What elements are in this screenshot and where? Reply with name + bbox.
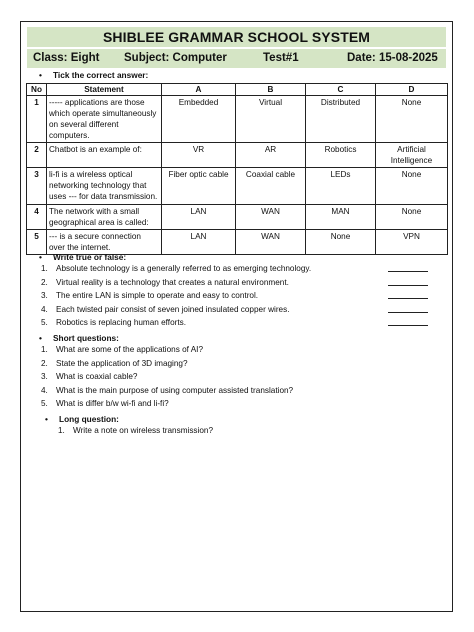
option-a[interactable]: VR <box>162 143 236 168</box>
table-row <box>27 143 448 168</box>
bullet-icon: • <box>39 70 42 80</box>
option-d[interactable]: Artificial Intelligence <box>376 143 448 168</box>
option-b[interactable]: AR <box>236 143 306 168</box>
option-b[interactable]: WAN <box>236 230 306 255</box>
table-row <box>27 96 448 143</box>
answer-blank[interactable] <box>388 312 428 313</box>
question-statement: ----- applications are those which operate simultaneously on several different computers. <box>47 96 162 143</box>
option-b[interactable]: WAN <box>236 205 306 230</box>
question-number: 3 <box>27 168 47 205</box>
list-item: 1. Absolute technology is a generally referred to as emerging technology. <box>41 262 446 276</box>
subject-label: Subject: Computer <box>124 52 227 64</box>
question-statement: The network with a small geographical area is called: <box>47 205 162 230</box>
list-item: 1. Write a note on wireless transmission? <box>58 426 214 435</box>
option-a[interactable]: LAN <box>162 230 236 255</box>
table-row <box>27 230 448 255</box>
option-c[interactable]: MAN <box>306 205 376 230</box>
option-c[interactable]: None <box>306 230 376 255</box>
answer-blank[interactable] <box>388 285 428 286</box>
list-item: 1. What are some of the applications of AI? <box>41 345 204 354</box>
date-label: Date: 15-08-2025 <box>347 52 438 64</box>
mcq-table <box>26 83 448 255</box>
list-item: 3. The entire LAN is simple to operate and easy to control. <box>41 289 446 303</box>
option-a[interactable]: Fiber optic cable <box>162 168 236 205</box>
column-header: No <box>27 84 47 96</box>
answer-blank[interactable] <box>388 271 428 272</box>
table-row <box>27 205 448 230</box>
option-d[interactable]: None <box>376 205 448 230</box>
column-header: Statement <box>47 84 162 96</box>
answer-blank[interactable] <box>388 298 428 299</box>
table-header-row <box>27 84 448 96</box>
option-a[interactable]: Embedded <box>162 96 236 143</box>
question-number: 4 <box>27 205 47 230</box>
list-item: 5. What is differ b/w wi-fi and li-fi? <box>41 399 169 409</box>
list-item: 5. Robotics is replacing human efforts. <box>41 316 446 330</box>
question-statement: Chatbot is an example of: <box>47 143 162 168</box>
class-label: Class: Eight <box>33 52 100 64</box>
question-statement: li-fi is a wireless optical networking technology that uses --- for data transmission. <box>47 168 162 205</box>
bullet-icon: • <box>39 252 42 262</box>
option-d[interactable]: VPN <box>376 230 448 255</box>
true-false-list <box>41 262 446 330</box>
answer-blank[interactable] <box>388 325 428 326</box>
info-bar <box>27 49 446 68</box>
option-b[interactable]: Coaxial cable <box>236 168 306 205</box>
mcq-heading: • Tick the correct answer: <box>39 70 149 80</box>
option-c[interactable]: LEDs <box>306 168 376 205</box>
question-number: 1 <box>27 96 47 143</box>
test-label: Test#1 <box>263 52 299 64</box>
column-header: B <box>236 84 306 96</box>
list-item: 4. Each twisted pair consist of seven joined insulated copper wires. <box>41 303 446 317</box>
true-false-heading: • Write true or false: <box>39 252 127 262</box>
list-item: 4. What is the main purpose of using computer assisted translation? <box>41 385 294 395</box>
question-number: 2 <box>27 143 47 168</box>
short-questions-list <box>41 343 446 411</box>
long-question-heading: • Long question: <box>45 414 119 424</box>
bullet-icon: • <box>45 414 48 424</box>
option-c[interactable]: Distributed <box>306 96 376 143</box>
column-header: A <box>162 84 236 96</box>
table-row <box>27 168 448 205</box>
option-d[interactable]: None <box>376 168 448 205</box>
question-number: 5 <box>27 230 47 255</box>
option-c[interactable]: Robotics <box>306 143 376 168</box>
list-item: 3. What is coaxial cable? <box>41 372 138 382</box>
bullet-icon: • <box>39 333 42 343</box>
long-question-list <box>58 424 438 438</box>
option-d[interactable]: None <box>376 96 448 143</box>
question-statement: --- is a secure connection over the internet. <box>47 230 162 255</box>
short-questions-heading: • Short questions: <box>39 333 119 343</box>
column-header: D <box>376 84 448 96</box>
list-item: 2. Virtual reality is a technology that creates a natural environment. <box>41 276 446 290</box>
school-title: SHIBLEE GRAMMAR SCHOOL SYSTEM <box>27 27 446 47</box>
list-item: 2. State the application of 3D imaging? <box>41 358 188 368</box>
option-b[interactable]: Virtual <box>236 96 306 143</box>
test-paper <box>20 21 453 612</box>
column-header: C <box>306 84 376 96</box>
option-a[interactable]: LAN <box>162 205 236 230</box>
